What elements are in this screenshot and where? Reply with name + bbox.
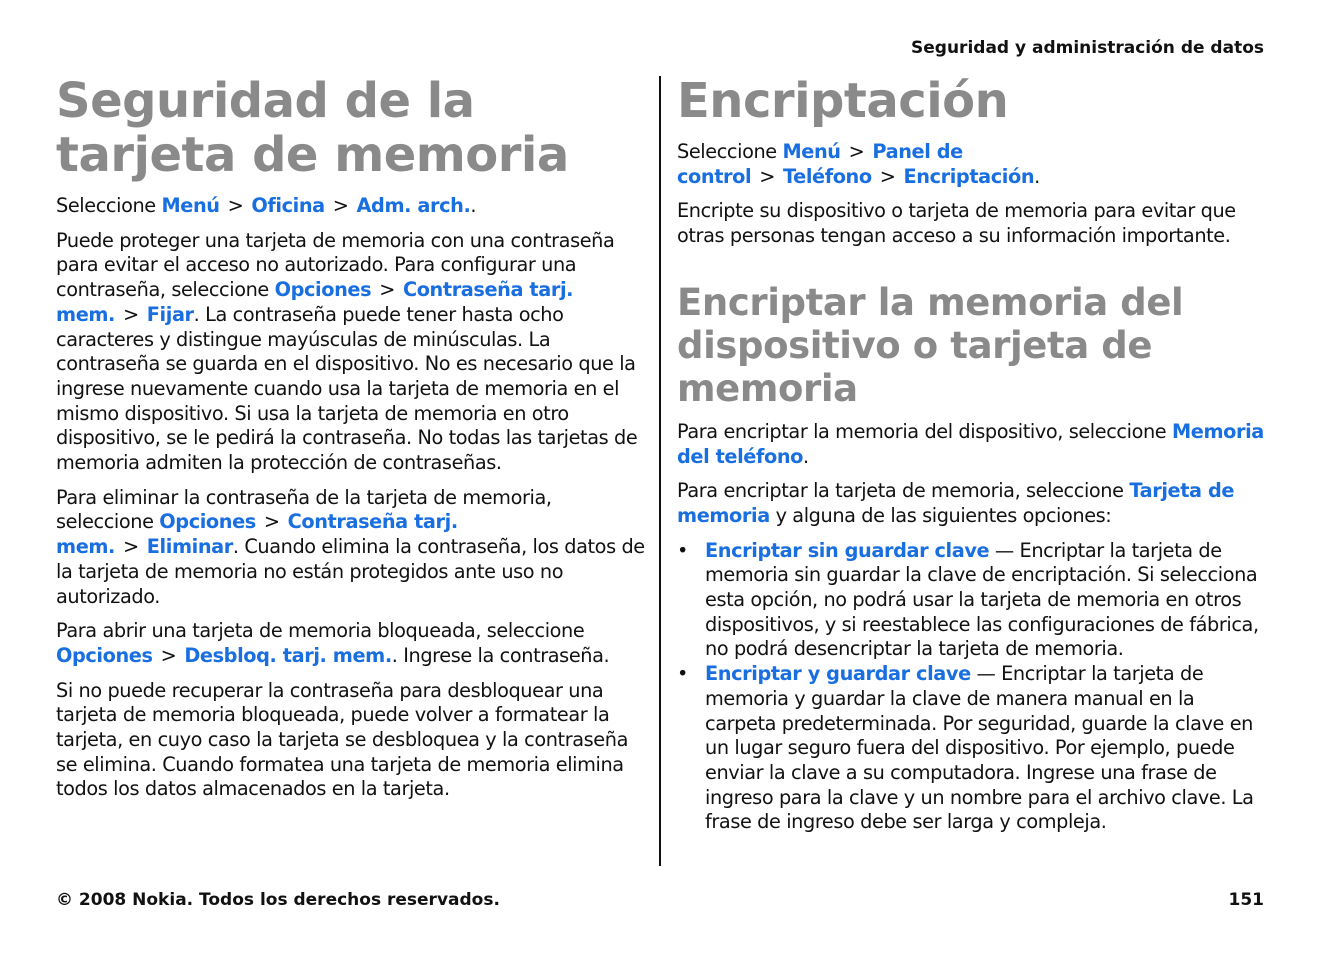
left-column <box>56 74 646 812</box>
page-number: 151 <box>1228 890 1264 910</box>
link-opciones[interactable]: Opciones <box>159 510 256 534</box>
list-item: • Encriptar sin guardar clave — Encriptar la tarjeta de memoria sin guardar la clave de encriptación. Si selecciona esta opción, no podrá usar la tarjeta de memoria en otros dispositivos, y si reestablece las configuraciones de fábrica, no podrá desencriptar la tarjeta de memoria. <box>677 539 1267 663</box>
footer-copyright: © 2008 Nokia. Todos los derechos reservados. <box>56 890 500 910</box>
column-divider <box>659 76 661 866</box>
path-item-encriptacion[interactable]: Encriptación <box>903 164 1035 188</box>
link-eliminar[interactable]: Eliminar <box>146 535 233 559</box>
path-item-menu[interactable]: Menú <box>782 140 841 163</box>
menu-path: Seleccione Menú > Oficina > Adm. arch.. <box>56 194 477 217</box>
paragraph-format-card: Si no puede recuperar la contraseña para desbloquear una tarjeta de memoria bloqueada, puede volver a formatear la tarjeta, en cuyo caso la tarjeta se desbloquea y la contraseña se elimina. Cuando formatea una tarjeta de memoria elimina todos los datos almacenados en la tarjeta. <box>56 678 628 801</box>
link-memoria-del-telefono[interactable]: Memoria del teléfono <box>677 419 1264 468</box>
subsection-title: Encriptar la memoria del dispositivo o tarjeta de memoria <box>677 280 1184 410</box>
section-title: Seguridad de la tarjeta de memoria <box>56 73 569 183</box>
paragraph-unlock-card: Para abrir una tarjeta de memoria bloqueada, seleccione Opciones > Desbloq. tarj. mem.. Ingrese la contraseña. <box>56 619 610 667</box>
link-contrasena-tarj-mem[interactable]: Contraseña tarj. mem. <box>56 510 458 559</box>
option-encriptar-sin-guardar-clave[interactable]: Encriptar sin guardar clave <box>705 538 990 562</box>
section-title-encryption: Encriptación <box>677 73 1009 129</box>
encryption-options-list <box>677 539 1267 835</box>
running-header: Seguridad y administración de datos <box>911 38 1264 58</box>
paragraph-encrypt-card: Para encriptar la tarjeta de memoria, seleccione Tarjeta de memoria y alguna de las siguientes opciones: <box>677 479 1235 527</box>
path-item-panel-de-control[interactable]: Panel de control <box>677 140 963 188</box>
paragraph-encrypt-device: Para encriptar la memoria del dispositivo, seleccione Memoria del teléfono. <box>677 419 1264 468</box>
right-column <box>677 74 1267 835</box>
path-item-telefono[interactable]: Teléfono <box>782 164 872 188</box>
option-encriptar-y-guardar-clave[interactable]: Encriptar y guardar clave <box>705 662 971 686</box>
link-tarjeta-de-memoria[interactable]: Tarjeta de memoria <box>677 479 1235 527</box>
path-item-adm-arch[interactable]: Adm. arch. <box>356 194 471 217</box>
paragraph-set-password: Puede proteger una tarjeta de memoria con una contraseña para evitar el acceso no autorizado. Para configurar una contraseña, seleccione Opciones > Contraseña tarj. mem. > Fijar. La contraseña puede tener hasta ocho caracteres y distingue mayúsculas de minúsculas. La contraseña se guarda en el dispositivo. No es necesario que la ingrese nuevamente cuando usa la tarjeta de memoria en el mismo dispositivo. Si usa la tarjeta de memoria en otro dispositivo, se le pedirá la contraseña. No todas las tarjetas de memoria admiten la protección de contraseñas. <box>56 228 638 475</box>
link-fijar[interactable]: Fijar <box>146 302 194 326</box>
link-desbloq-tarj-mem[interactable]: Desbloq. tarj. mem. <box>184 643 392 667</box>
paragraph-remove-password: Para eliminar la contraseña de la tarjeta de memoria, seleccione Opciones > Contraseña tarj. mem. > Eliminar. Cuando elimina la contraseña, los datos de la tarjeta de memoria no están protegidos ante uso no autorizado. <box>56 485 645 608</box>
list-item: • Encriptar y guardar clave — Encriptar la tarjeta de memoria y guardar la clave de manera manual en la carpeta predeterminada. Por seguridad, guarde la clave en un lugar seguro fuera del dispositivo. Por ejemplo, puede enviar la clave a su computadora. Ingrese una frase de ingreso para la clave y un nombre para el archivo clave. La frase de ingreso debe ser larga y compleja. <box>677 662 1267 835</box>
path-item-oficina[interactable]: Oficina <box>251 194 325 217</box>
link-opciones[interactable]: Opciones <box>274 278 372 302</box>
paragraph-encryption-intro: Encripte su dispositivo o tarjeta de memoria para evitar que otras personas tengan acceso a su información importante. <box>677 199 1236 248</box>
link-contrasena-tarj-mem[interactable]: Contraseña tarj. mem. <box>56 278 574 326</box>
link-opciones[interactable]: Opciones <box>56 643 153 667</box>
path-item-menu[interactable]: Menú <box>161 194 220 217</box>
menu-path: Seleccione Menú > Panel de control > Teléfono > Encriptación. <box>677 140 1040 188</box>
